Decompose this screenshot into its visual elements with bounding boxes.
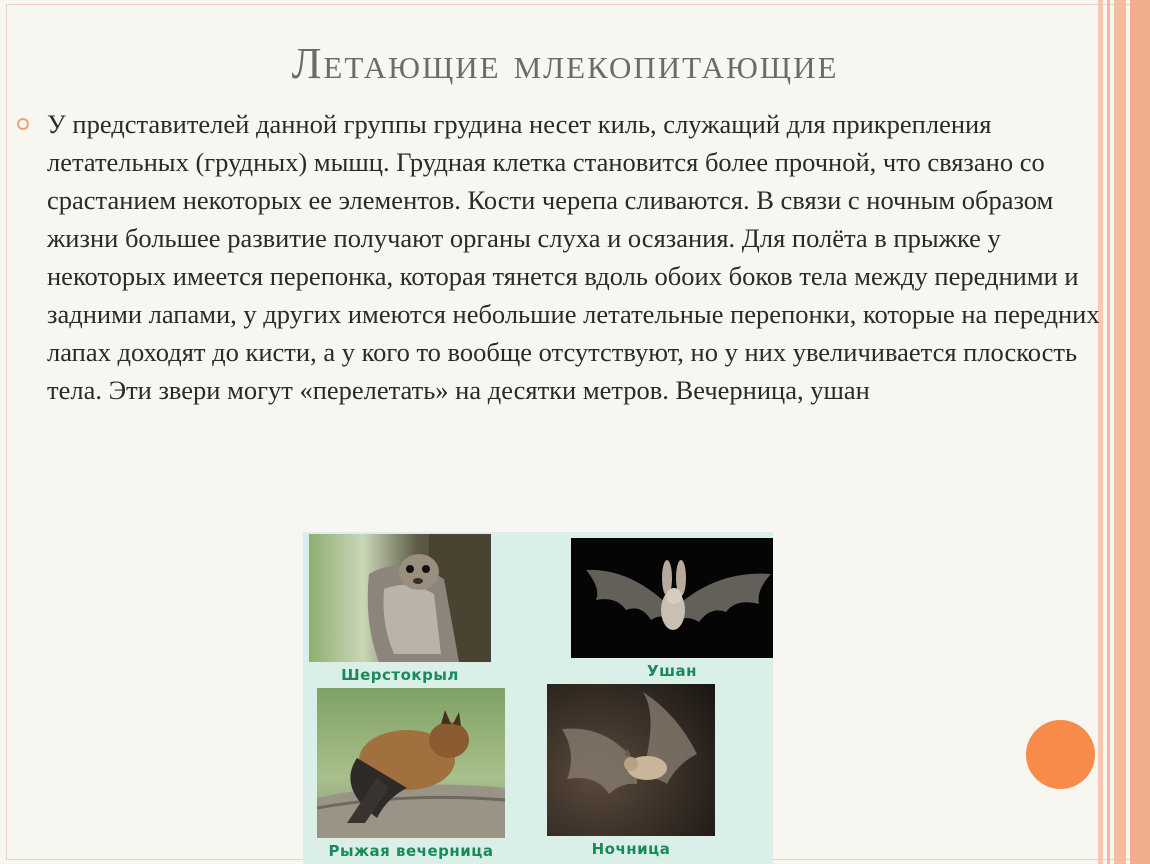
myotis-caption: Ночница — [591, 840, 671, 858]
animal-photo-gallery — [303, 532, 773, 864]
bullet-circle-icon — [17, 118, 29, 130]
noctule-photo — [317, 688, 505, 838]
body-paragraph: У представителей данной группы грудина несет киль, служащий для прикрепления летательных (грудных) мышц. Грудная клетка становится более прочной, что связано со срастанием некоторых ее элементов. Кости черепа сливаются. В связи с ночным образом жизни большее развитие получают органы слуха и осязания. Для полёта в прыжке у некоторых имеется перепонка, которая тянется вдоль обоих боков тела между передними и задними лапами, у других имеются небольшие летательные перепонки, которые на передних лапах доходят до кисти, а у кого то вообще отсутствуют, но у них увеличивается плоскость тела. Эти звери могут «перелетать» на десятки метров. Вечерница, ушан — [47, 109, 1100, 405]
myotis-photo — [547, 684, 715, 836]
colugo-photo — [309, 534, 491, 662]
slide-title: Летающие млекопитающие — [291, 39, 839, 88]
noctule-caption: Рыжая вечерница — [328, 842, 494, 860]
decorative-orange-circle — [1026, 720, 1095, 789]
stripe — [1130, 0, 1150, 864]
long-eared-bat-photo — [571, 538, 773, 658]
long-eared-bat-caption: Ушан — [647, 662, 697, 680]
colugo-caption: Шерстокрыл — [341, 666, 459, 684]
